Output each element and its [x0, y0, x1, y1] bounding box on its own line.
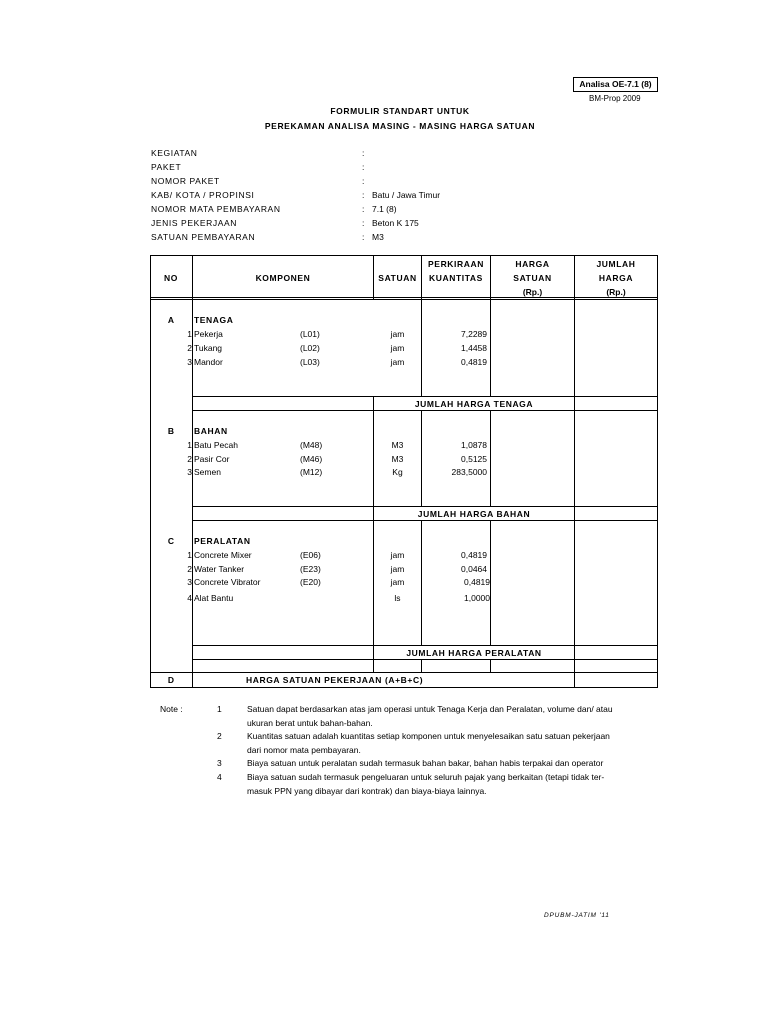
item-name: Semen [194, 467, 221, 477]
item-code: (M48) [300, 440, 323, 450]
item-name: Concrete Mixer [194, 550, 252, 560]
item-unit: M3 [391, 440, 404, 450]
info-label: KAB/ KOTA / PROPINSI [151, 190, 255, 200]
info-label: KEGIATAN [151, 148, 198, 158]
item-no: 3 [187, 577, 192, 587]
note-text: dari nomor mata pembayaran. [247, 745, 361, 755]
info-value: Beton K 175 [372, 218, 419, 228]
table-line [490, 520, 491, 646]
section-letter: B [167, 426, 175, 436]
note-text: masuk PPN yang dibayar dari kontrak) dan biaya-biaya lainnya. [247, 786, 487, 796]
table-line [192, 659, 658, 660]
header-jumlah-harga: HARGA [598, 273, 634, 283]
item-code: (E06) [300, 550, 321, 560]
item-qty: 0,0464 [461, 564, 487, 574]
table-line [192, 410, 658, 411]
info-label: SATUAN PEMBAYARAN [151, 232, 256, 242]
section-total-label: JUMLAH HARGA TENAGA [414, 399, 534, 409]
table-line [192, 506, 658, 507]
item-qty: 1,0878 [461, 440, 487, 450]
footer-mark: DPUBM-JATIM '11 [544, 912, 610, 919]
item-code: (M12) [300, 467, 323, 477]
info-value: Batu / Jawa Timur [372, 190, 441, 200]
final-label: HARGA SATUAN PEKERJAAN (A+B+C) [246, 675, 424, 685]
info-sep: : [362, 190, 365, 200]
info-sep: : [362, 176, 365, 186]
item-code: (L03) [300, 357, 320, 367]
item-name: Concrete Vibrator [194, 577, 261, 587]
section-title: BAHAN [194, 426, 228, 436]
info-sep: : [362, 204, 365, 214]
item-no: 3 [187, 467, 192, 477]
header-satuan: SATUAN [378, 273, 417, 283]
table-line [490, 659, 491, 673]
form-code-box: Analisa OE-7.1 (8) [573, 77, 658, 92]
note-no: 3 [217, 758, 222, 768]
item-name: Mandor [194, 357, 223, 367]
form-ref: BM-Prop 2009 [589, 94, 641, 103]
item-no: 1 [187, 440, 192, 450]
header-perkiraan: PERKIRAAN [428, 259, 484, 269]
info-sep: : [362, 218, 365, 228]
info-sep: : [362, 148, 365, 158]
note-text: Biaya satuan untuk peralatan sudah termasuk bahan bakar, bahan habis terpakai dan operator [247, 758, 604, 768]
note-text: Biaya satuan sudah termasuk pengeluaran untuk seluruh pajak yang berkaitan (tetapi tidak ter- [247, 772, 605, 782]
note-text: ukuran berat untuk bahan-bahan. [247, 718, 373, 728]
note-text: Kuantitas satuan adalah kuantitas setiap komponen untuk menyelesaikan satu satuan pekerjaan [247, 731, 610, 741]
notes-label: Note : [160, 704, 183, 714]
item-code: (E23) [300, 564, 321, 574]
note-no: 4 [217, 772, 222, 782]
item-unit: jam [390, 343, 405, 353]
item-code: (L02) [300, 343, 320, 353]
item-qty: 1,4458 [461, 343, 487, 353]
header-kuantitas: KUANTITAS [429, 273, 483, 283]
note-no: 2 [217, 731, 222, 741]
form-title-2: PEREKAMAN ANALISA MASING - MASING HARGA SATUAN [264, 121, 536, 131]
table-line [150, 687, 658, 688]
info-label: PAKET [151, 162, 182, 172]
item-unit: M3 [391, 454, 404, 464]
header-komponen: KOMPONEN [255, 273, 311, 283]
header-jumlah-rp: (Rp.) [606, 287, 626, 297]
info-sep: : [362, 232, 365, 242]
item-unit: ls [394, 593, 401, 603]
table-line [421, 659, 422, 673]
item-no: 2 [187, 343, 192, 353]
item-no: 1 [187, 329, 192, 339]
item-unit: jam [390, 357, 405, 367]
header-no: NO [164, 273, 178, 283]
item-code: (L01) [300, 329, 320, 339]
table-line [150, 255, 658, 256]
section-title: TENAGA [194, 315, 234, 325]
note-text: Satuan dapat berdasarkan atas jam operasi untuk Tenaga Kerja dan Peralatan, volume dan/ atau [247, 704, 613, 714]
item-name: Pekerja [194, 329, 223, 339]
item-no: 2 [187, 454, 192, 464]
item-code: (M46) [300, 454, 323, 464]
table-line [490, 410, 491, 507]
table-line [192, 645, 658, 646]
item-qty: 7,2289 [461, 329, 487, 339]
section-total-label: JUMLAH HARGA BAHAN [417, 509, 531, 519]
item-no: 2 [187, 564, 192, 574]
table-line [574, 255, 575, 688]
note-no: 1 [217, 704, 222, 714]
table-line [192, 520, 658, 521]
table-line [192, 396, 658, 397]
item-qty: 283,5000 [451, 467, 487, 477]
item-qty: 0,4819 [464, 577, 490, 587]
item-name: Tukang [194, 343, 223, 353]
info-label: JENIS PEKERJAAN [151, 218, 237, 228]
item-name: Alat Bantu [194, 593, 234, 603]
item-qty: 0,4819 [461, 550, 487, 560]
header-harga: HARGA [515, 259, 550, 269]
info-label: NOMOR MATA PEMBAYARAN [151, 204, 281, 214]
header-harga-rp: (Rp.) [522, 287, 543, 297]
section-letter: A [167, 315, 175, 325]
item-name: Pasir Cor [194, 454, 230, 464]
item-no: 4 [187, 593, 192, 603]
item-qty: 1,0000 [464, 593, 490, 603]
table-line [150, 672, 658, 673]
section-letter: C [167, 536, 175, 546]
info-value: 7.1 (8) [372, 204, 397, 214]
form-title-1: FORMULIR STANDART UNTUK [330, 106, 470, 116]
section-total-label: JUMLAH HARGA PERALATAN [406, 648, 542, 658]
header-harga-satuan: SATUAN [513, 273, 552, 283]
section-title: PERALATAN [194, 536, 251, 546]
info-sep: : [362, 162, 365, 172]
item-unit: jam [390, 329, 405, 339]
item-unit: jam [390, 550, 405, 560]
item-no: 3 [187, 357, 192, 367]
table-line [192, 255, 193, 688]
item-unit: jam [390, 577, 405, 587]
item-unit: Kg [392, 467, 403, 477]
item-qty: 0,5125 [461, 454, 487, 464]
item-no: 1 [187, 550, 192, 560]
table-line [373, 396, 374, 673]
info-label: NOMOR PAKET [151, 176, 220, 186]
section-letter: D [167, 675, 175, 685]
info-value: M3 [372, 232, 384, 242]
item-qty: 0,4819 [461, 357, 487, 367]
item-unit: jam [390, 564, 405, 574]
item-name: Batu Pecah [194, 440, 238, 450]
table-line [150, 299, 658, 300]
item-name: Water Tanker [194, 564, 245, 574]
table-line [150, 297, 658, 298]
item-code: (E20) [300, 577, 321, 587]
header-jumlah: JUMLAH [596, 259, 636, 269]
table-line [657, 255, 658, 688]
